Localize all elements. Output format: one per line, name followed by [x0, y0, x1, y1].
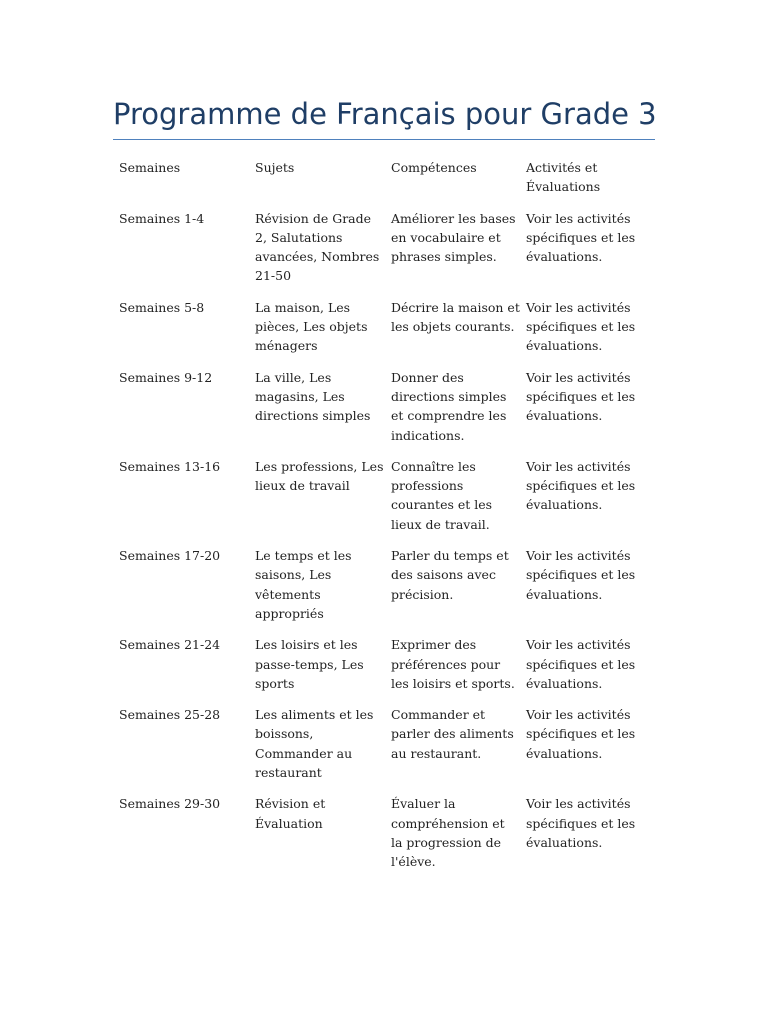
cell-topics: Révision de Grade 2, Salutations avancées, Nombres 21-50 [255, 210, 380, 284]
cell-activities: Voir les activités spécifiques et les évaluations. [526, 548, 636, 602]
table-row [113, 635, 655, 705]
cell-skills: Donner des directions simples et comprendre les indications. [391, 369, 507, 443]
cell-skills: Parler du temps et des saisons avec précision. [391, 548, 509, 602]
cell-topics: Les loisirs et les passe-temps, Les sports [255, 637, 364, 691]
cell-skills: Connaître les professions courantes et les lieux de travail. [391, 458, 493, 532]
cell-activities: Voir les activités spécifiques et les évaluations. [526, 299, 636, 354]
table-row [113, 794, 655, 883]
cell-activities: Voir les activités spécifiques et les évaluations. [526, 707, 636, 761]
cell-skills: Améliorer les bases en vocabulaire et phrases simples. [391, 210, 516, 265]
curriculum-table [113, 158, 655, 884]
cell-weeks: Semaines 9-12 [119, 369, 213, 385]
cell-topics: Le temps et les saisons, Les vêtements appropriés [255, 548, 352, 621]
cell-topics: La ville, Les magasins, Les directions simples [255, 369, 371, 424]
table-row [113, 705, 655, 794]
table-row [113, 209, 655, 298]
cell-skills: Décrire la maison et les objets courants. [391, 299, 520, 335]
cell-weeks: Semaines 17-20 [119, 548, 221, 564]
cell-weeks: Semaines 1-4 [119, 210, 205, 226]
table-header-row [113, 158, 655, 209]
cell-topics: Les professions, Les lieux de travail [255, 458, 384, 494]
cell-activities: Voir les activités spécifiques et les évaluations. [526, 796, 636, 850]
cell-weeks: Semaines 21-24 [119, 637, 221, 653]
cell-activities: Voir les activités spécifiques et les évaluations. [526, 210, 636, 265]
table-row [113, 368, 655, 457]
table-row [113, 298, 655, 368]
table-row [113, 546, 655, 635]
cell-activities: Voir les activités spécifiques et les évaluations. [526, 458, 636, 513]
table-row [113, 457, 655, 546]
cell-skills: Exprimer des préférences pour les loisirs et sports. [391, 637, 515, 691]
cell-weeks: Semaines 5-8 [119, 299, 205, 315]
cell-weeks: Semaines 29-30 [119, 796, 221, 812]
cell-activities: Voir les activités spécifiques et les évaluations. [526, 369, 636, 424]
cell-topics: Révision et Évaluation [255, 796, 326, 831]
header-cell-semaines: Semaines [119, 160, 181, 175]
header-cell-competences: Compétences [391, 160, 477, 175]
title-underline [113, 139, 655, 140]
header-cell-sujets: Sujets [255, 160, 295, 175]
cell-weeks: Semaines 25-28 [119, 707, 221, 723]
cell-skills: Commander et parler des aliments au restaurant. [391, 707, 514, 761]
header-cell-activites: Activités et Évaluations [526, 160, 601, 195]
cell-skills: Évaluer la compréhension et la progression de l'élève. [391, 796, 505, 870]
cell-topics: La maison, Les pièces, Les objets ménagers [255, 299, 368, 354]
cell-topics: Les aliments et les boissons, Commander au restaurant [255, 707, 374, 781]
cell-activities: Voir les activités spécifiques et les évaluations. [526, 637, 636, 691]
document-title: Programme de Français pour Grade 3 [113, 97, 657, 131]
cell-weeks: Semaines 13-16 [119, 458, 221, 474]
